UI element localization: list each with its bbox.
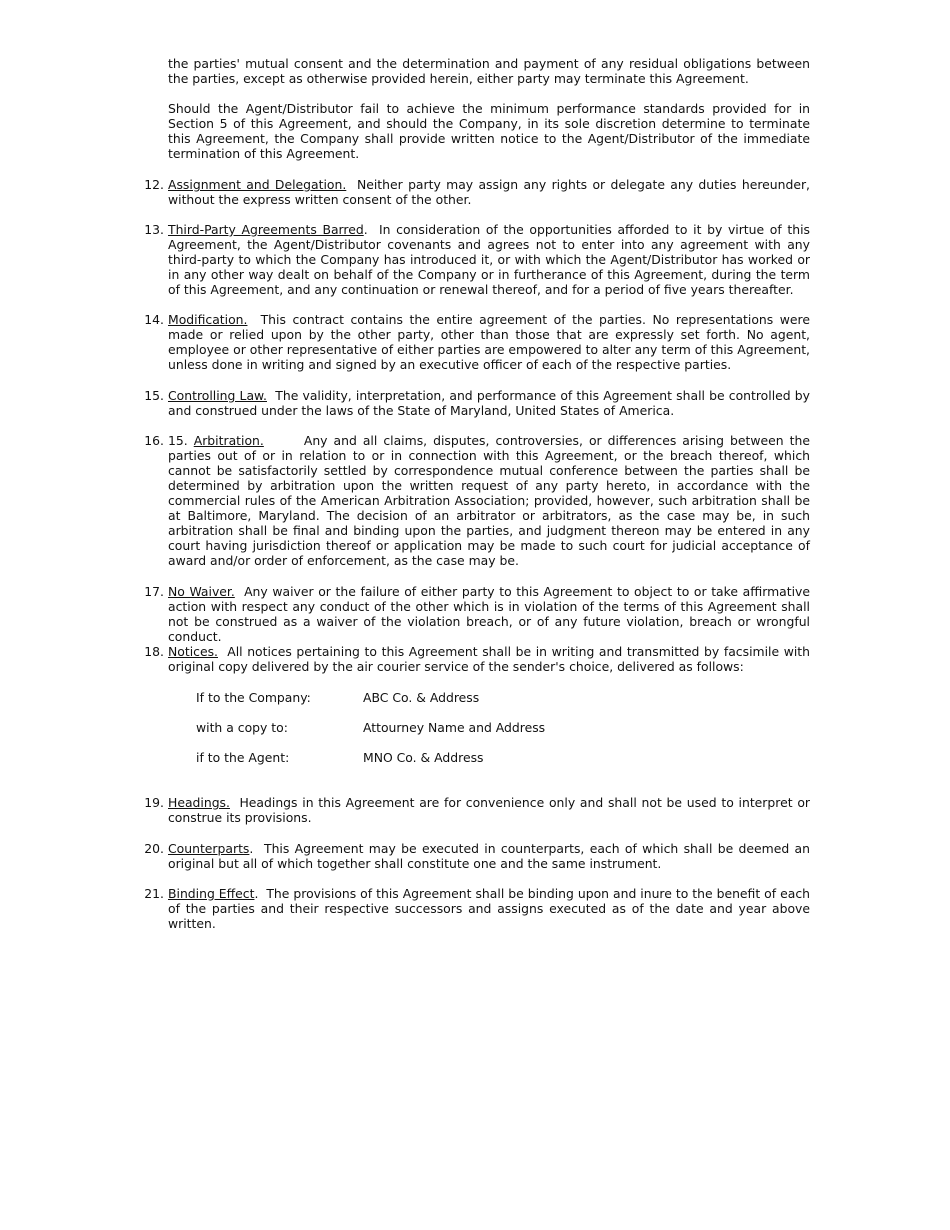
section-text: Neither party may assign any rights or delegate any duties hereunder, without the express written consent of the other. (168, 177, 810, 207)
section-14 (138, 312, 810, 372)
notice-value: MNO Co. & Address (363, 750, 484, 765)
section-number: 17. (144, 584, 164, 599)
section-text: This contract contains the entire agreement of the parties. No representations were made or relied upon by the other party, other than those that are expressly set forth. No agent, employee or other representative of either parties are empowered to alter any term of this Agreement, unless done in writing and signed by an executive officer of each of the respective parties. (168, 312, 810, 372)
section-text: Any waiver or the failure of either party to this Agreement to object to or take affirmative action with respect any conduct of the other which is in violation of the terms of this Agreement shall not be construed as a waiver of the violation breach, or of any future violation, breach or wrongful conduct. (168, 584, 810, 644)
section-13: 13. Third-Party Agreements Barred. In consideration of the opportunities afforded to it by virtue of this Agreement, the Agent/Distributor covenants and agrees not to enter into any agreement with any third-party to which the Company has introduced it, or with which the Agent/Distributor has worked or in any other way dealt on behalf of the Company or in furtherance of this Agreement, during the term of this Agreement, and any continuation or renewal thereof, and for a period of five years thereafter. (138, 222, 810, 297)
section-heading: No Waiver. (168, 584, 235, 599)
section-text: The validity, interpretation, and performance of this Agreement shall be controlled by and construed under the laws of the State of Maryland, United States of America. (168, 388, 810, 418)
continuation-paragraph-1: the parties' mutual consent and the determination and payment of any residual obligations between the parties, except as otherwise provided herein, either party may terminate this Agreement. (168, 56, 810, 86)
section-heading: Counterparts (168, 841, 250, 856)
notice-label: if to the Agent: (196, 750, 290, 765)
section-text: Headings in this Agreement are for convenience only and shall not be used to interpret or construe its provisions. (168, 795, 810, 825)
continuation-paragraph-2: Should the Agent/Distributor fail to achieve the minimum performance standards provided for in Section 5 of this Agreement, and should the Company, in its sole discretion determine to terminate this Agreement, the Company shall provide written notice to the Agent/Distributor of the immediate termination of this Agreement. (168, 101, 810, 161)
section-heading: Controlling Law. (168, 388, 267, 403)
section-20: 20. Counterparts. This Agreement may be executed in counterparts, each of which shall be deemed an original but all of which together shall constitute one and the same instrument. (138, 841, 810, 871)
section-number: 18. (144, 644, 164, 659)
section-heading: Notices. (168, 644, 218, 659)
section-heading: Binding Effect (168, 886, 255, 901)
section-19 (138, 795, 810, 825)
section-18 (138, 644, 810, 674)
section-heading: Headings. (168, 795, 230, 810)
notice-value: Attourney Name and Address (363, 720, 546, 735)
section-heading: Third-Party Agreements Barred (168, 222, 364, 237)
section-15 (138, 388, 810, 418)
section-number: 15. (144, 388, 164, 403)
section-12 (138, 177, 810, 207)
section-number: 14. (144, 312, 164, 327)
section-number: 13. (144, 222, 164, 237)
section-text: The provisions of this Agreement shall be binding upon and inure to the benefit of each of the parties and their respective successors and assigns executed as of the date and year above written. (168, 886, 810, 931)
section-21: 21. Binding Effect. The provisions of this Agreement shall be binding upon and inure to the benefit of each of the parties and their respective successors and assigns executed as of the date and year above written. (138, 886, 810, 931)
section-text: Any and all claims, disputes, controversies, or differences arising between the parties out of or in relation to or in connection with this Agreement, or the breach thereof, which cannot be satisfactorily settled by correspondence mutual conference between the parties shall be determined by arbitration upon the written request of any party hereto, in accordance with the commercial rules of the American Arbitration Association; provided, however, such arbitration shall be at Baltimore, Maryland. The decision of an arbitrator or arbitrators, as the case may be, in such arbitration shall be final and binding upon the parties, and judgment thereon may be entered in any court having jurisdiction thereof or application may be made to such court for judicial acceptance of award and/or order of enforcement, as the case may be. (168, 433, 810, 568)
notice-value: ABC Co. & Address (363, 690, 480, 705)
section-number: 20. (144, 841, 164, 856)
section-text: All notices pertaining to this Agreement shall be in writing and transmitted by facsimile with original copy delivered by the air courier service of the sender's choice, delivered as follows: (168, 644, 810, 674)
section-text: In consideration of the opportunities afforded to it by virtue of this Agreement, the Agent/Distributor covenants and agrees not to enter into any agreement with any third-party to which the Company has introduced it, or with which the Agent/Distributor has worked or in any other way dealt on behalf of the Company or in furtherance of this Agreement, during the term of this Agreement, and any continuation or renewal thereof, and for a period of five years thereafter. (168, 222, 811, 297)
section-heading: Modification. (168, 312, 248, 327)
section-17 (138, 584, 810, 644)
section-number: 21. (144, 886, 164, 901)
section-heading: Assignment and Delegation. (168, 177, 347, 192)
section-prefix: 15. (168, 433, 188, 448)
section-text: This Agreement may be executed in counterparts, each of which shall be deemed an original but all of which together shall constitute one and the same instrument. (168, 841, 810, 871)
notice-label: If to the Company: (196, 690, 311, 705)
section-number: 16. (144, 433, 164, 448)
section-number: 19. (144, 795, 164, 810)
section-heading: Arbitration. (193, 433, 264, 448)
section-16 (138, 433, 810, 568)
notice-label: with a copy to: (196, 720, 288, 735)
section-number: 12. (144, 177, 164, 192)
